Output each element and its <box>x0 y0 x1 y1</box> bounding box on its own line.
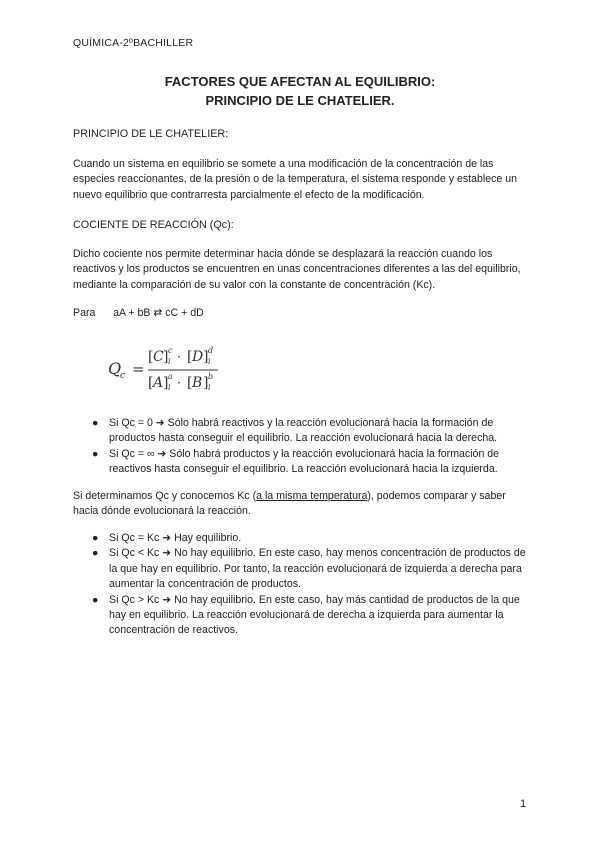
eq-den-b: B <box>192 375 203 391</box>
bullet-list-qc-vs-kc <box>73 531 533 639</box>
eq-equals: = <box>132 360 145 378</box>
bullet-dot: ● <box>92 532 99 544</box>
eq-den-a-sub: i <box>168 383 171 392</box>
eq-q-sub: c <box>120 371 126 381</box>
list-item: ● Si Qc = Kc ➜ Hay equilibrio. <box>73 531 533 546</box>
reaction-formula: aA + bB ⇄ cC + dD <box>113 307 204 319</box>
qc-equation <box>108 344 268 396</box>
eq-den-a: A <box>153 375 164 391</box>
bullet-dot: ● <box>92 417 99 429</box>
section-heading-le-chatelier: PRINCIPIO DE LE CHATELIER: <box>73 128 229 140</box>
svg-text:]: ] <box>203 349 209 365</box>
page-number: 1 <box>520 798 527 810</box>
bullet-dot: ● <box>92 593 99 606</box>
eq-num-c-sub: i <box>168 357 171 366</box>
svg-text:·: · <box>177 376 181 390</box>
eq-den-b-sub: i <box>208 383 211 392</box>
page-title-line-1: FACTORES QUE AFECTAN AL EQUILIBRIO: <box>164 74 436 89</box>
svg-text:·: · <box>177 350 181 364</box>
eq-den-a-exp: a <box>168 372 173 381</box>
bullet-dot: ● <box>92 547 99 560</box>
para-label: Para <box>73 307 96 319</box>
bullet-list-qc-limits <box>73 416 533 478</box>
paragraph-le-chatelier: Cuando un sistema en equilibrio se somete a una modificación de la concentración de las especies reaccionantes, de la presión o de la temperatura, el sistema responde y establece un nuevo equilibrio que contrarresta parcialmente el efecto de la modificación. <box>73 158 518 201</box>
list-item: ● Si Qc > Kc ➜ No hay equilibrio. En este caso, hay más cantidad de productos de la que hay en equilibrio. La reacción evolucionará de derecha a izquierda para aumentar la concentración de reactivos. <box>92 593 520 637</box>
svg-text:[: [ <box>148 375 154 391</box>
svg-text:[: [ <box>187 375 193 391</box>
page-title-line-2: PRINCIPIO DE LE CHATELIER. <box>205 93 395 108</box>
eq-num-d-sub: i <box>208 357 211 366</box>
svg-text:]: ] <box>163 375 169 391</box>
list-item: ● Si Qc < Kc ➜ No hay equilibrio. En este caso, hay menos concentración de productos de la que hay en equilibrio. Por tanto, la reacción evolucionará de izquierda a derecha para aumentar la concentración de productos. <box>92 547 526 591</box>
eq-num-d-exp: d <box>208 346 214 355</box>
svg-text:[: [ <box>148 349 154 365</box>
svg-text:]: ] <box>203 375 209 391</box>
eq-num-c: C <box>153 349 164 365</box>
svg-text:]: ] <box>163 349 169 365</box>
paragraph-cociente: Dicho cociente nos permite determinar hacia dónde se desplazará la reacción cuando los reactivos y los productos se encuentren en unas concentraciones diferentes a las del equilibrio, mediante la comparación de su valor con la constante de concentración (Kc). <box>73 248 521 291</box>
section-heading-cociente: COCIENTE DE REACCIÓN (Qc): <box>73 219 234 231</box>
eq-num-d: D <box>192 349 204 365</box>
svg-text:[: [ <box>187 349 193 365</box>
underlined-same-temperature: a la misma temperatura <box>256 490 368 502</box>
eq-q: Q <box>108 359 122 378</box>
list-item: ● Si Qc = ∞ ➜ Sólo habrá productos y la reacción evolucionará hacia la formación de reactivos hasta conseguir el equilibrio. La reacción evolucionará hacia la izquierda. <box>92 447 500 476</box>
eq-num-c-exp: c <box>168 346 173 355</box>
list-item: ● Si Qc = 0 ➜ Sólo habrá reactivos y la reacción evolucionará hacia la formación de productos hasta conseguir el equilibrio. La reacción evolucionará hacia la derecha. <box>92 417 498 445</box>
header-label: QUÍMICA-2ºBACHILLER <box>73 37 194 49</box>
paragraph-compare: Si determinamos Qc y conocemos Kc (a la misma temperatura), podemos comparar y saber hacia dónde evolucionará la reacción. <box>73 490 506 518</box>
reaction-line <box>73 307 204 319</box>
eq-den-b-exp: b <box>208 372 214 381</box>
bullet-dot: ● <box>92 447 99 460</box>
